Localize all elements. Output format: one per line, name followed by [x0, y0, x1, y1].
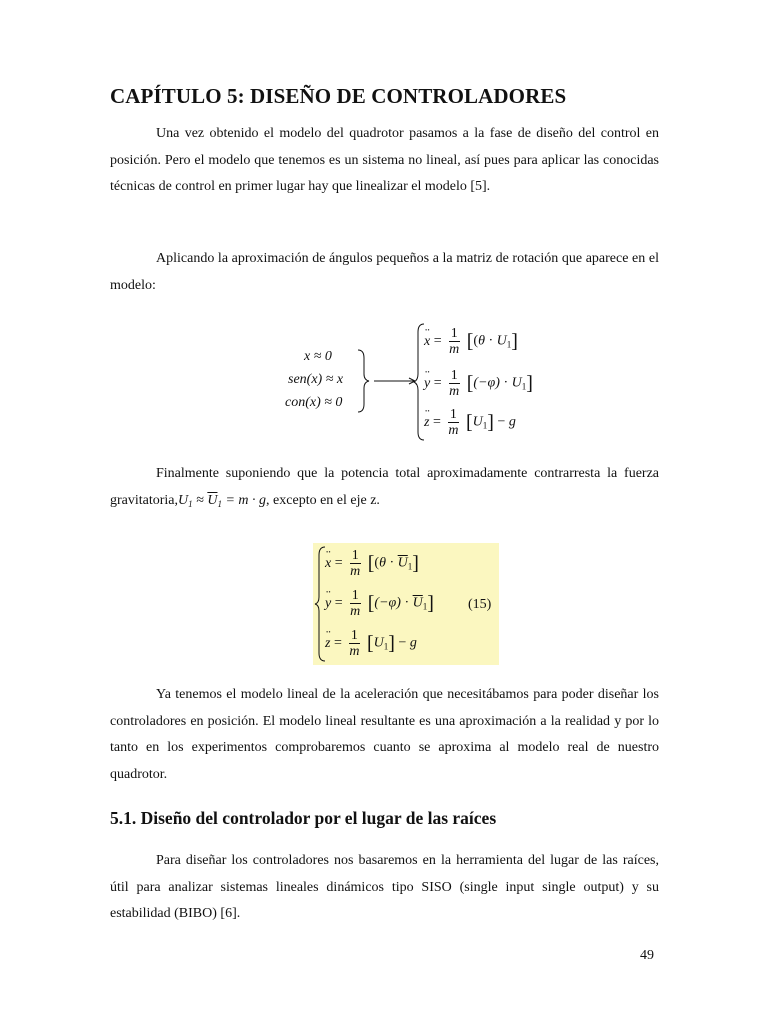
- inline-u1-subscript: 1: [188, 498, 193, 509]
- approx-sen: sen(x) ≈ x: [288, 372, 344, 387]
- zdd-symbol: ¨ z: [325, 636, 330, 652]
- u-symbol: U: [496, 333, 507, 349]
- fraction-1-m: [348, 548, 362, 579]
- u-subscript: 1: [521, 381, 527, 392]
- paragraph-gravity-text-before: Finalmente suponiendo que la potencia total aproximadamente contrarresta la fuerza gravitatoria,: [110, 466, 659, 508]
- paragraph-intro: [110, 121, 659, 201]
- paragraph-intro-text: Una vez obtenido el modelo del quadrotor pasamos a la fase de diseño del control en posición. Pero el modelo que tenemos es un sistema no lineal, así pues para aplicar las conocidas técnicas de control en primer lugar hay que linealizar el modelo [5].: [110, 126, 659, 194]
- ubar-subscript: 1: [407, 561, 413, 572]
- chapter-title: CAPÍTULO 5: DISEÑO DE CONTROLADORES: [110, 84, 567, 108]
- inline-m: m: [238, 492, 249, 508]
- fraction-numerator: 1: [450, 368, 458, 383]
- g-symbol: g: [508, 414, 516, 430]
- eq15-z: ¨ z = $\frac{1}{m}$ $[U_1] - g$: [325, 628, 417, 659]
- fraction-numerator: 1: [351, 548, 359, 563]
- equation-x: ¨ x = $\frac{1}{m}$ [$(\theta \cdot U_1]$: [424, 326, 518, 357]
- fraction-denominator: m: [449, 342, 460, 357]
- zdd-symbol: ¨ z: [424, 415, 429, 431]
- u-symbol: U: [511, 375, 522, 391]
- fraction-1-m: [347, 628, 361, 659]
- approx-con: con(x) ≈ 0: [285, 395, 343, 410]
- fraction-1-m: [348, 588, 362, 619]
- eq15-x: ¨ x = $\frac{1}{m}$ [$(\theta \cdot \overline{U}_1]$: [325, 548, 419, 579]
- paragraph-gravity: [110, 461, 659, 517]
- neg-phi-symbol: (−φ): [473, 375, 500, 391]
- fraction-denominator: m: [350, 604, 361, 619]
- u-subscript: 1: [482, 420, 488, 431]
- paragraph-root-locus-text: Para diseñar los controladores nos basaremos en la herramienta del lugar de las raíces, útil para analizar sistemas lineales dinámicos tipo SISO (single input single output) y su estabilidad (BIBO) [6].: [110, 853, 659, 921]
- paragraph-gravity-text-after: , excepto en el eje z.: [266, 492, 380, 508]
- u-subscript: 1: [506, 339, 512, 350]
- ydd-symbol: ¨ y: [424, 376, 430, 392]
- inline-g: g: [259, 492, 267, 508]
- xdd-symbol: ¨ x: [325, 556, 331, 572]
- fraction-numerator: 1: [450, 326, 458, 341]
- approx-x: x ≈ 0: [304, 349, 332, 364]
- fraction-1-m: [447, 368, 461, 399]
- page-number: 49: [640, 948, 654, 963]
- theta-symbol: θ: [379, 555, 386, 571]
- fraction-numerator: 1: [350, 628, 358, 643]
- ubar-symbol: $\overline{U}$: [412, 595, 423, 611]
- ubar-subscript: 1: [422, 601, 428, 612]
- equation-z: ¨ z = $\frac{1}{m}$ $[U_1] - g$: [424, 407, 516, 438]
- fraction-denominator: m: [350, 564, 361, 579]
- theta-symbol: θ: [478, 333, 485, 349]
- u-symbol: U: [373, 635, 384, 651]
- paragraph-linear-model: [110, 682, 659, 788]
- paragraph-root-locus: [110, 848, 659, 928]
- fraction-numerator: 1: [351, 588, 359, 603]
- inline-u1-bar-subscript: 1: [217, 498, 222, 509]
- paragraph-small-angle: [110, 246, 659, 299]
- ubar-symbol: $\overline{U}$: [397, 555, 408, 571]
- fraction-denominator: m: [449, 384, 460, 399]
- inline-equation: $U_1 \approx \overline{U}_1 = m \cdot g$: [178, 492, 267, 509]
- equation-y: ¨ y = $\frac{1}{m}$ $[(-\varphi) \cdot U_1]$: [424, 368, 533, 399]
- eq15-y: ¨ y = $\frac{1}{m}$ $[(-\varphi) \cdot \overline{U}_1]$: [325, 588, 434, 619]
- equation-number: (15): [468, 597, 492, 612]
- paragraph-linear-model-text: Ya tenemos el modelo lineal de la aceleración que necesitábamos para poder diseñar los controladores en posición. El modelo lineal resultante es una aproximación a la realidad y por lo tanto en los experimentos comprobaremos cuanto se aproxima al modelo real de nuestro quadrotor.: [110, 687, 659, 782]
- g-symbol: g: [409, 635, 417, 651]
- u-subscript: 1: [383, 641, 389, 652]
- neg-phi-symbol: (−φ): [374, 595, 401, 611]
- fraction-denominator: m: [448, 423, 459, 438]
- fraction-numerator: 1: [449, 407, 457, 422]
- ydd-symbol: ¨ y: [325, 596, 331, 612]
- inline-u1: U: [178, 492, 189, 508]
- xdd-symbol: ¨ x: [424, 334, 430, 350]
- inline-u1-bar: $\overline{U}$: [207, 492, 218, 508]
- u-symbol: U: [472, 414, 483, 430]
- fraction-1-m: [447, 326, 461, 357]
- fraction-1-m: [446, 407, 460, 438]
- section-title: 5.1. Diseño del controlador por el lugar de las raíces: [110, 808, 497, 828]
- fraction-denominator: m: [349, 644, 360, 659]
- paragraph-small-angle-text: Aplicando la aproximación de ángulos pequeños a la matriz de rotación que aparece en el modelo:: [110, 251, 659, 293]
